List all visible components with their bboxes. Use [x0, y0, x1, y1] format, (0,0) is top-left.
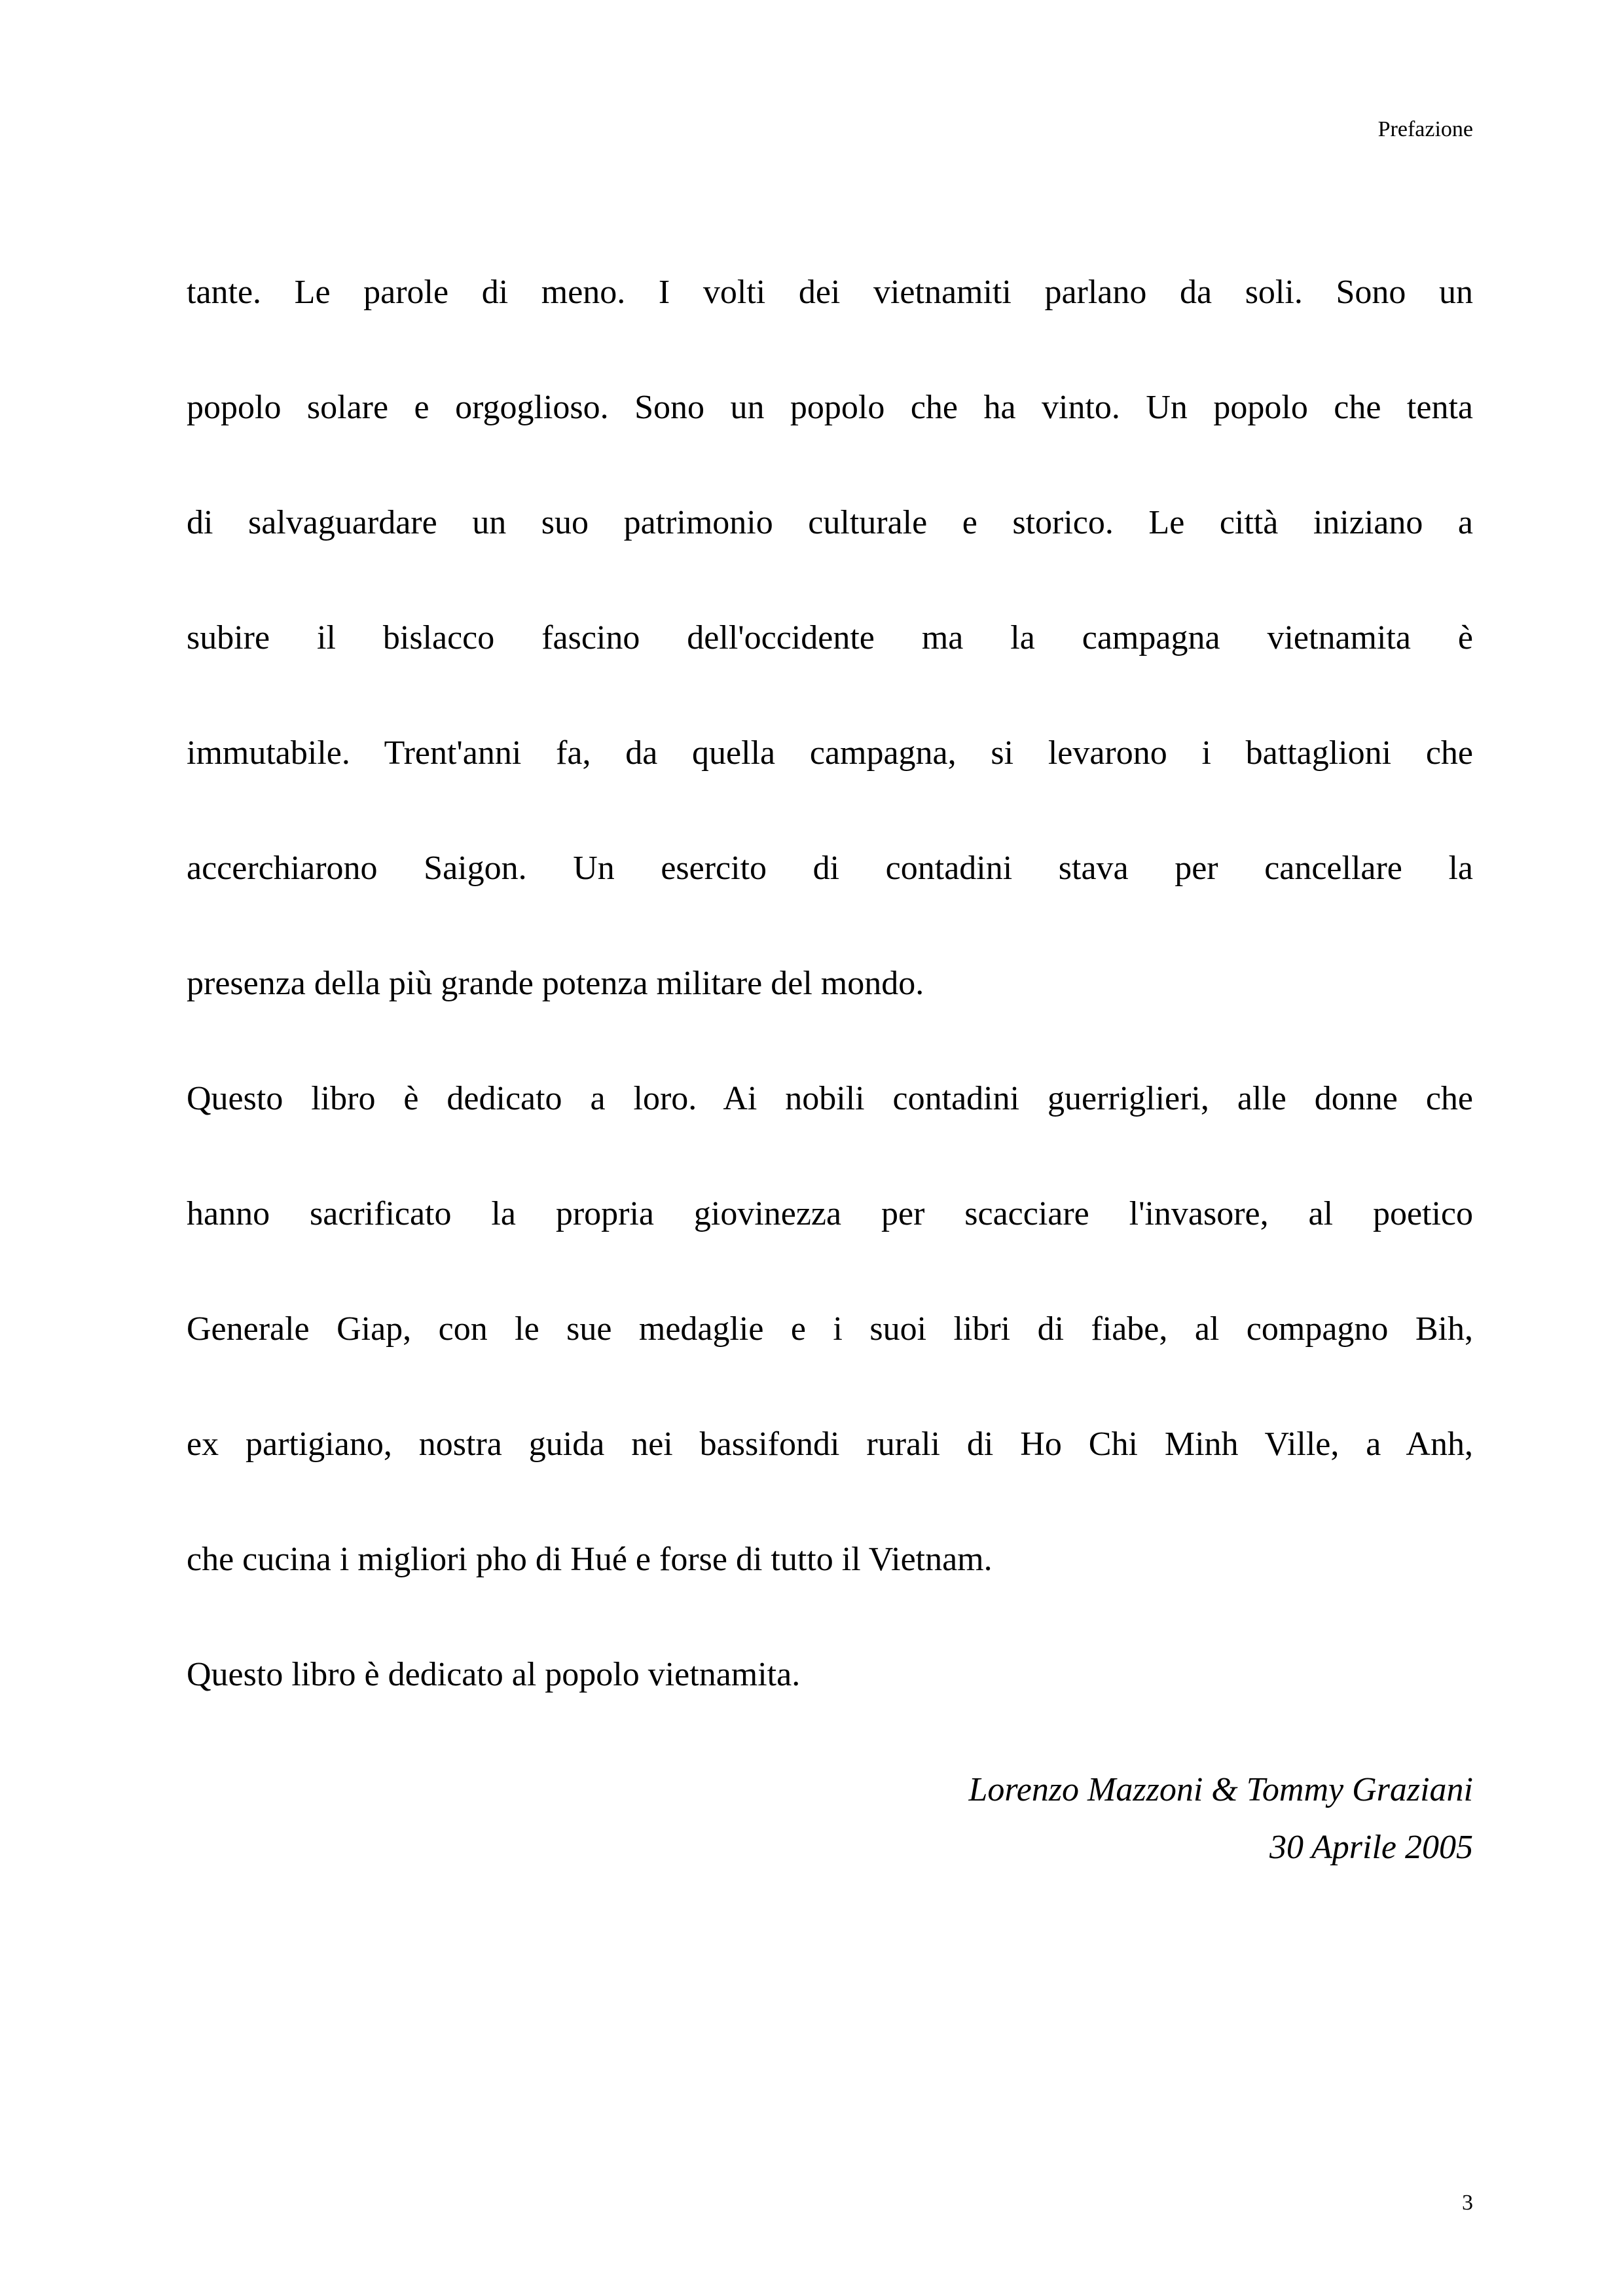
- text-line: Lorenzo Mazzoni & Tommy Graziani: [968, 1771, 1473, 1808]
- paragraph: [187, 1761, 1473, 1876]
- text-line: di salvaguardare un suo patrimonio culturale e storico. Le città iniziano a: [187, 504, 1473, 541]
- text-line: presenza della più grande potenza militare del mondo.: [187, 965, 924, 1002]
- text-line: hanno sacrificato la propria giovinezza per scacciare l'invasore, al poetico: [187, 1195, 1473, 1232]
- text-line: Questo libro è dedicato a loro. Ai nobili contadini guerriglieri, alle donne che: [187, 1080, 1473, 1117]
- page-number: 3: [1462, 2191, 1473, 2215]
- paragraph: [187, 1646, 1473, 1704]
- text-line: Generale Giap, con le sue medaglie e i suoi libri di fiabe, al compagno Bih,: [187, 1310, 1473, 1348]
- text-line: ex partigiano, nostra guida nei bassifondi rurali di Ho Chi Minh Ville, a Anh,: [187, 1426, 1473, 1463]
- paragraph: [187, 264, 1473, 1013]
- running-header: Prefazione: [1377, 117, 1473, 141]
- text-line: subire il bislacco fascino dell'occidente ma la campagna vietnamita è: [187, 619, 1473, 656]
- text-line: Questo libro è dedicato al popolo vietnamita.: [187, 1656, 801, 1693]
- text-line: popolo solare e orgoglioso. Sono un popolo che ha vinto. Un popolo che tenta: [187, 389, 1473, 426]
- paragraph: [187, 1070, 1473, 1588]
- text-line: immutabile. Trent'anni fa, da quella campagna, si levarono i battaglioni che: [187, 734, 1473, 772]
- text-line: tante. Le parole di meno. I volti dei vietnamiti parlano da soli. Sono un: [187, 274, 1473, 311]
- text-line: che cucina i migliori pho di Hué e forse di tutto il Vietnam.: [187, 1541, 993, 1578]
- text-line: accerchiarono Saigon. Un esercito di contadini stava per cancellare la: [187, 850, 1473, 887]
- document-body: [187, 264, 1473, 1876]
- text-line: 30 Aprile 2005: [1269, 1829, 1473, 1866]
